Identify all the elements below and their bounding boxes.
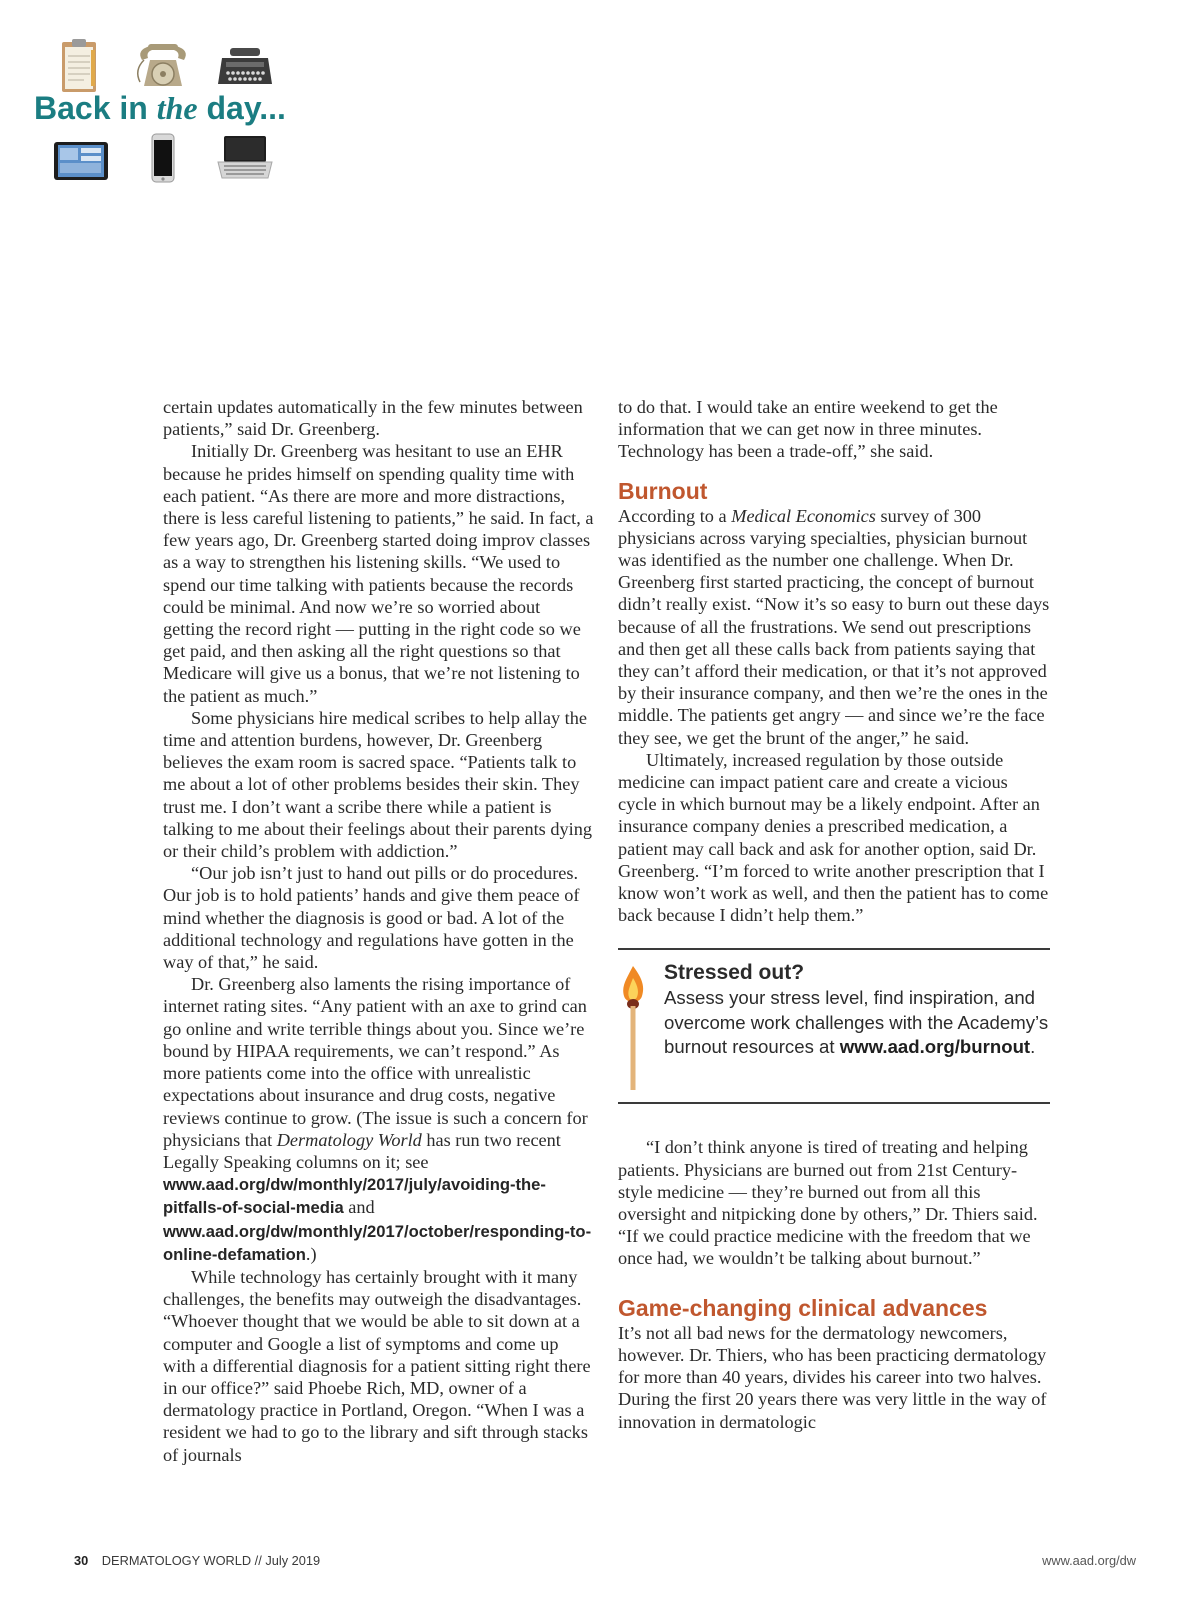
paragraph: Ultimately, increased regulation by those outside medicine can impact patient care and create a vicious cycle in which burnout may be a likely endpoint. After an insurance company denies a prescribed medication, a patient may call back and ask for another option, said Dr. Greenberg. “I’m forced to write another prescription that I know won’t work as well, and then the patient has to come back because I didn’t help them.” <box>618 749 1049 926</box>
laptop-icon <box>212 130 278 190</box>
paragraph: certain updates automatically in the few minutes between patients,” said Dr. Greenberg. <box>163 397 583 440</box>
paragraph: It’s not all bad news for the dermatology newcomers, however. Dr. Thiers, who has been practicing dermatology for more than 40 years, divides his career into two halves. During the first 20 years there was very little in the way of innovation in dermatologic <box>618 1322 1047 1432</box>
vintage-icons <box>48 36 294 96</box>
section-header <box>34 18 334 188</box>
section-title: Back in the day... <box>34 90 286 126</box>
article-column-left <box>163 396 595 1466</box>
page-footer <box>74 1553 1136 1568</box>
article-column-right <box>618 396 1050 1433</box>
link-social-media-article[interactable]: www.aad.org/dw/monthly/2017/july/avoiding-the-pitfalls-of-social-media <box>163 1175 546 1218</box>
paragraph: Dr. Greenberg also laments the rising importance of internet rating sites. “Any patient with an axe to grind can go online and write terrible things about you. Since we’re bound by HIPAA requirements, we can’t respond.” As more patients come into the office with unrealistic expectations about insurance and drug costs, negative reviews continue to grow. (The issue is such a concern for physicians that Dermatology World has run two recent Legally Speaking columns on it; see www.aad.org/dw/monthly/2017/july/avoiding-the-pitfalls-of-social-media and www.aad.org/dw/monthly/2017/october/responding-to-online-defamation.) <box>163 974 592 1264</box>
paragraph: to do that. I would take an entire weekend to get the information that we can get now in three minutes. Technology has been a trade-off,” she said. <box>618 397 998 462</box>
modern-icons <box>48 130 294 190</box>
match-flame-icon <box>618 964 648 1094</box>
footer-url-link[interactable]: www.aad.org/dw <box>1042 1553 1136 1568</box>
link-burnout-resources[interactable]: www.aad.org/burnout <box>839 1036 1031 1058</box>
paragraph: According to a Medical Economics survey of 300 physicians across varying specialties, physician burnout was identified as the number one challenge. When Dr. Greenberg first started practicing, the concept of burnout didn’t really exist. “Now it’s so easy to burn out these days because of all the frustrations. We send out prescriptions and then get all these calls back from patients saying that they can’t afford their medication, or that it’s not approved by their insurance company, and then we’re the ones in the middle. The patients get angry — and since we’re the face they see, we get the brunt of the anger,” he said. <box>618 505 1050 748</box>
paragraph: “Our job isn’t just to hand out pills or do procedures. Our job is to hold patients’ hands and give them peace of mind whether the diagnosis is good or bad. A lot of the additional technology and regulations have gotten in the way of that,” he said. <box>163 863 580 973</box>
callout-text: Stressed out? Assess your stress level, find inspiration, and overcome work challenges with the Academy’s burnout resources at www.aad.org/burnout. <box>664 961 1049 1058</box>
paragraph: Some physicians hire medical scribes to help allay the time and attention burdens, however, Dr. Greenberg believes the exam room is sacred space. “Patients talk to me about a lot of other problems besides their skin. They trust me. I don’t want a scribe there while a patient is talking to me about their feelings about their parents dying or their child’s problem with addiction.” <box>163 707 592 862</box>
typewriter-icon <box>212 36 278 96</box>
clipboard-icon <box>48 36 114 96</box>
heading-burnout: Burnout <box>618 477 708 504</box>
heading-clinical-advances: Game-changing clinical advances <box>618 1294 988 1321</box>
paragraph: “I don’t think anyone is tired of treating and helping patients. Physicians are burned out from 21st Century-style medicine — they’re burned out from all this oversight and nitpicking done by others,” Dr. Thiers said. “If we could practice medicine with the freedom that we once had, we wouldn’t be talking about burnout.” <box>618 1137 1038 1269</box>
tablet-icon <box>48 130 114 190</box>
callout-stressed-out <box>618 948 1050 1104</box>
publication-info: DERMATOLOGY WORLD // July 2019 <box>101 1553 321 1568</box>
smartphone-icon <box>130 130 196 190</box>
callout-title: Stressed out? <box>664 961 805 985</box>
paragraph: While technology has certainly brought with it many challenges, the benefits may outweigh the disadvantages. “Whoever thought that we would be able to sit down at a computer and Google a list of symptoms and come up with a differential diagnosis for a patient sitting right there in our office?” said Phoebe Rich, MD, owner of a dermatology practice in Portland, Oregon. “When I was a resident we had to go to the library and sift through stacks of journals <box>163 1266 591 1465</box>
link-online-defamation-article[interactable]: www.aad.org/dw/monthly/2017/october/responding-to-online-defamation <box>163 1221 592 1264</box>
paragraph: Initially Dr. Greenberg was hesitant to use an EHR because he prides himself on spending quality time with each patient. “As there are more and more distractions, there is less careful listening to patients,” he said. In fact, a few years ago, Dr. Greenberg started doing improv classes as a way to strengthen his listening skills. “We used to spend our time talking with patients because the records could be minimal. And now we’re so worried about getting the record right — putting in the right code so we get paid, and then asking all the right questions so that Medicare will give us a bonus, that we’re not listening to the patient as much.” <box>163 441 594 706</box>
page-number: 30 <box>74 1553 89 1568</box>
rotary-phone-icon <box>130 36 196 96</box>
